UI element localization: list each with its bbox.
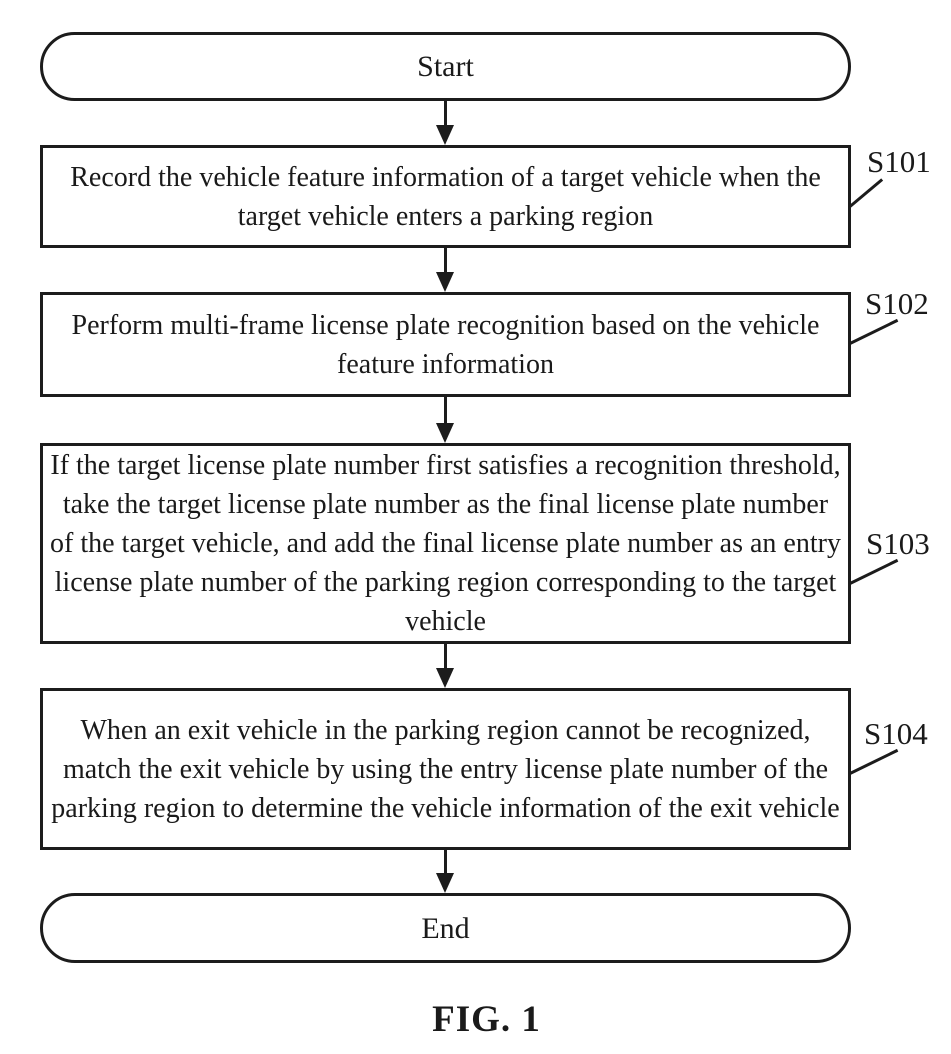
arrow-shaft — [444, 850, 447, 873]
step-box-s102 — [40, 292, 851, 397]
step-text-s103: If the target license plate number first satisfies a recognition threshold, take the target license plate number as the final license plate number of the target vehicle, and add the final license plate number as an entry license plate number of the parking region corresponding to the target vehicle — [50, 450, 841, 637]
step-text-s101: Record the vehicle feature information of a target vehicle when the target vehicle enters a parking region — [70, 161, 821, 232]
figure-caption: FIG. 1 — [432, 999, 541, 1040]
arrow-shaft — [444, 397, 447, 423]
end-label: End — [421, 911, 470, 945]
step-label-s104: S104 — [864, 716, 928, 751]
leader-line-s103 — [849, 559, 898, 585]
leader-line-s101 — [849, 178, 883, 207]
arrowhead-icon — [436, 272, 454, 292]
leader-line-s104 — [849, 749, 898, 775]
down-arrow — [435, 850, 455, 893]
step-label-s102: S102 — [865, 286, 929, 321]
arrow-shaft — [444, 644, 447, 668]
step-box-s101 — [40, 145, 851, 248]
down-arrow — [435, 644, 455, 688]
arrowhead-icon — [436, 125, 454, 145]
arrow-shaft — [444, 101, 447, 125]
step-label-s101: S101 — [867, 144, 931, 179]
step-box-s103 — [40, 443, 851, 644]
down-arrow — [435, 248, 455, 292]
step-box-s104 — [40, 688, 851, 850]
arrow-shaft — [444, 248, 447, 272]
down-arrow — [435, 397, 455, 443]
end-node — [40, 893, 851, 963]
step-text-s102: Perform multi-frame license plate recognition based on the vehicle feature information — [71, 309, 820, 380]
leader-line-s102 — [849, 319, 898, 345]
arrowhead-icon — [436, 423, 454, 443]
down-arrow — [435, 101, 455, 145]
step-label-s103: S103 — [866, 526, 930, 561]
start-node — [40, 32, 851, 101]
arrowhead-icon — [436, 873, 454, 893]
arrowhead-icon — [436, 668, 454, 688]
start-label: Start — [417, 50, 474, 83]
step-text-s104: When an exit vehicle in the parking region cannot be recognized, match the exit vehicle by using the entry license plate number of the parking region to determine the vehicle information of the exit vehicle — [51, 714, 840, 824]
